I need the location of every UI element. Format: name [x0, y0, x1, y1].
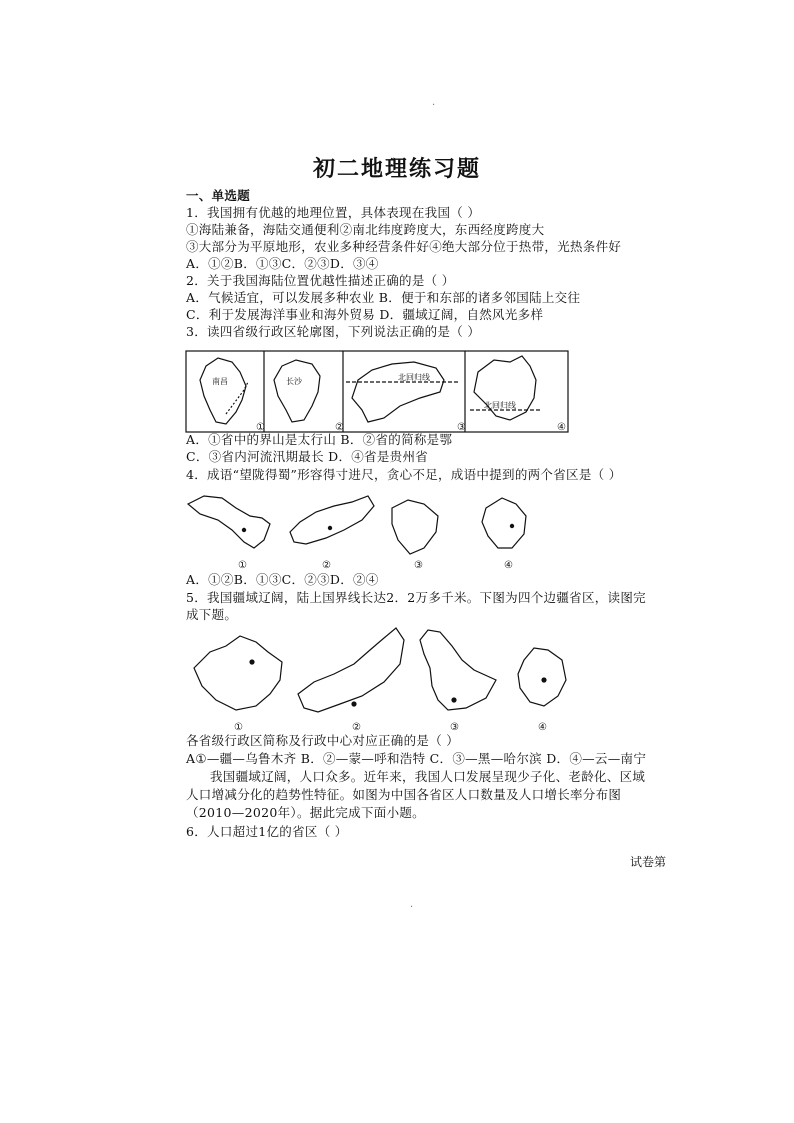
q4-province-figure: [188, 496, 526, 554]
q4-map-3-outline: [392, 500, 438, 554]
q5-number-2: ②: [352, 722, 361, 733]
question-1-stem: 1．我国拥有优越的地理位置，具体表现在我国（ ）: [186, 205, 481, 220]
q3-map-3-label: 北回归线: [398, 373, 430, 382]
q3-number-2: ②: [335, 422, 344, 433]
question-2-stem: 2．关于我国海陆位置优越性描述正确的是（ ）: [186, 273, 455, 288]
question-5-stem-cont: 成下题。: [186, 607, 238, 622]
q5-map-2-outline: [298, 628, 404, 712]
question-2-options-ab: A．气候适宜，可以发展多种农业 B．便于和东部的诸多邻国陆上交往: [186, 290, 581, 305]
question-5-sub-stem: 各省级行政区简称及行政中心对应正确的是（ ）: [186, 733, 460, 748]
question-1-options: A．①②B．①③C．②③D．③④: [186, 256, 379, 271]
question-3-options-cd: C．③省内河流汛期最长 D．④省是贵州省: [186, 449, 429, 464]
q3-map-1-outline: [200, 358, 246, 424]
q5-number-1: ①: [234, 722, 243, 733]
q3-map-1-label: 南昌: [212, 377, 228, 386]
question-3-stem: 3．读四省级行政区轮廓图，下列说法正确的是（ ）: [186, 324, 481, 339]
q5-map-1-outline: [194, 636, 282, 710]
passage-line-2: 人口增减分化的趋势性特征。如图为中国各省区人口数量及人口增长率分布图: [186, 787, 622, 802]
q4-map-2-outline: [290, 496, 374, 544]
question-1-statement-a: ①海陆兼备，海陆交通便利②南北纬度跨度大，东西经度跨度大: [186, 222, 545, 237]
q4-map-1-outline: [188, 496, 270, 548]
scan-speck: ·: [432, 100, 436, 111]
q4-number-2: ②: [322, 560, 331, 571]
q3-number-4: ④: [557, 422, 566, 433]
passage-line-1: 我国疆域辽阔，人口众多。近年来，我国人口发展呈现少子化、老龄化、区域: [210, 769, 646, 784]
scan-speck: ·: [410, 902, 414, 913]
question-2-options-cd: C．利于发展海洋事业和海外贸易 D．疆域辽阔，自然风光多样: [186, 307, 544, 322]
question-4-options: A．①②B．①③C．②③D．②④: [186, 572, 379, 587]
question-5-options: A①—疆—乌鲁木齐 B．②—蒙—呼和浩特 C．③—黑—哈尔滨 D．④—云—南宁: [186, 751, 647, 766]
page-footer: 试卷第: [630, 855, 667, 869]
q4-map-4-outline: [482, 498, 526, 548]
question-1-statement-b: ③大部分为平原地形，农业多种经营条件好④绝大部分位于热带，光热条件好: [186, 239, 622, 254]
passage-line-3: （2010—2020年）。据此完成下面小题。: [186, 805, 425, 820]
q4-number-1: ①: [238, 560, 247, 571]
q4-number-3: ③: [414, 560, 423, 571]
section-header: 一、单选题: [186, 188, 251, 203]
q5-map-3-outline: [420, 630, 496, 710]
q5-number-4: ④: [538, 722, 547, 733]
question-6-stem: 6．人口超过1亿的省区（ ）: [186, 824, 348, 839]
q3-map-2-label: 长沙: [286, 377, 302, 386]
q4-number-4: ④: [504, 560, 513, 571]
question-5-stem: 5．我国疆域辽阔，陆上国界线长达2．2万多千米。下图为四个边疆省区，读图完: [186, 590, 646, 605]
q3-map-4-label: 北回归线: [484, 401, 516, 410]
q3-map-3-outline: [352, 362, 444, 422]
q5-map-4-outline: [518, 648, 566, 706]
q3-map-2-outline: [274, 360, 320, 422]
q5-province-figure: [194, 628, 566, 712]
question-4-stem: 4．成语“望陇得蜀”形容得寸进尺，贪心不足，成语中提到的两个省区是（ ）: [186, 467, 622, 482]
question-3-options-ab: A．①省中的界山是太行山 B．②省的简称是鄂: [186, 432, 453, 447]
page-title: 初二地理练习题: [312, 156, 481, 182]
q3-number-3: ③: [457, 422, 466, 433]
q5-number-3: ③: [450, 722, 459, 733]
q3-number-1: ①: [256, 422, 265, 433]
q3-province-figure: [186, 351, 568, 432]
